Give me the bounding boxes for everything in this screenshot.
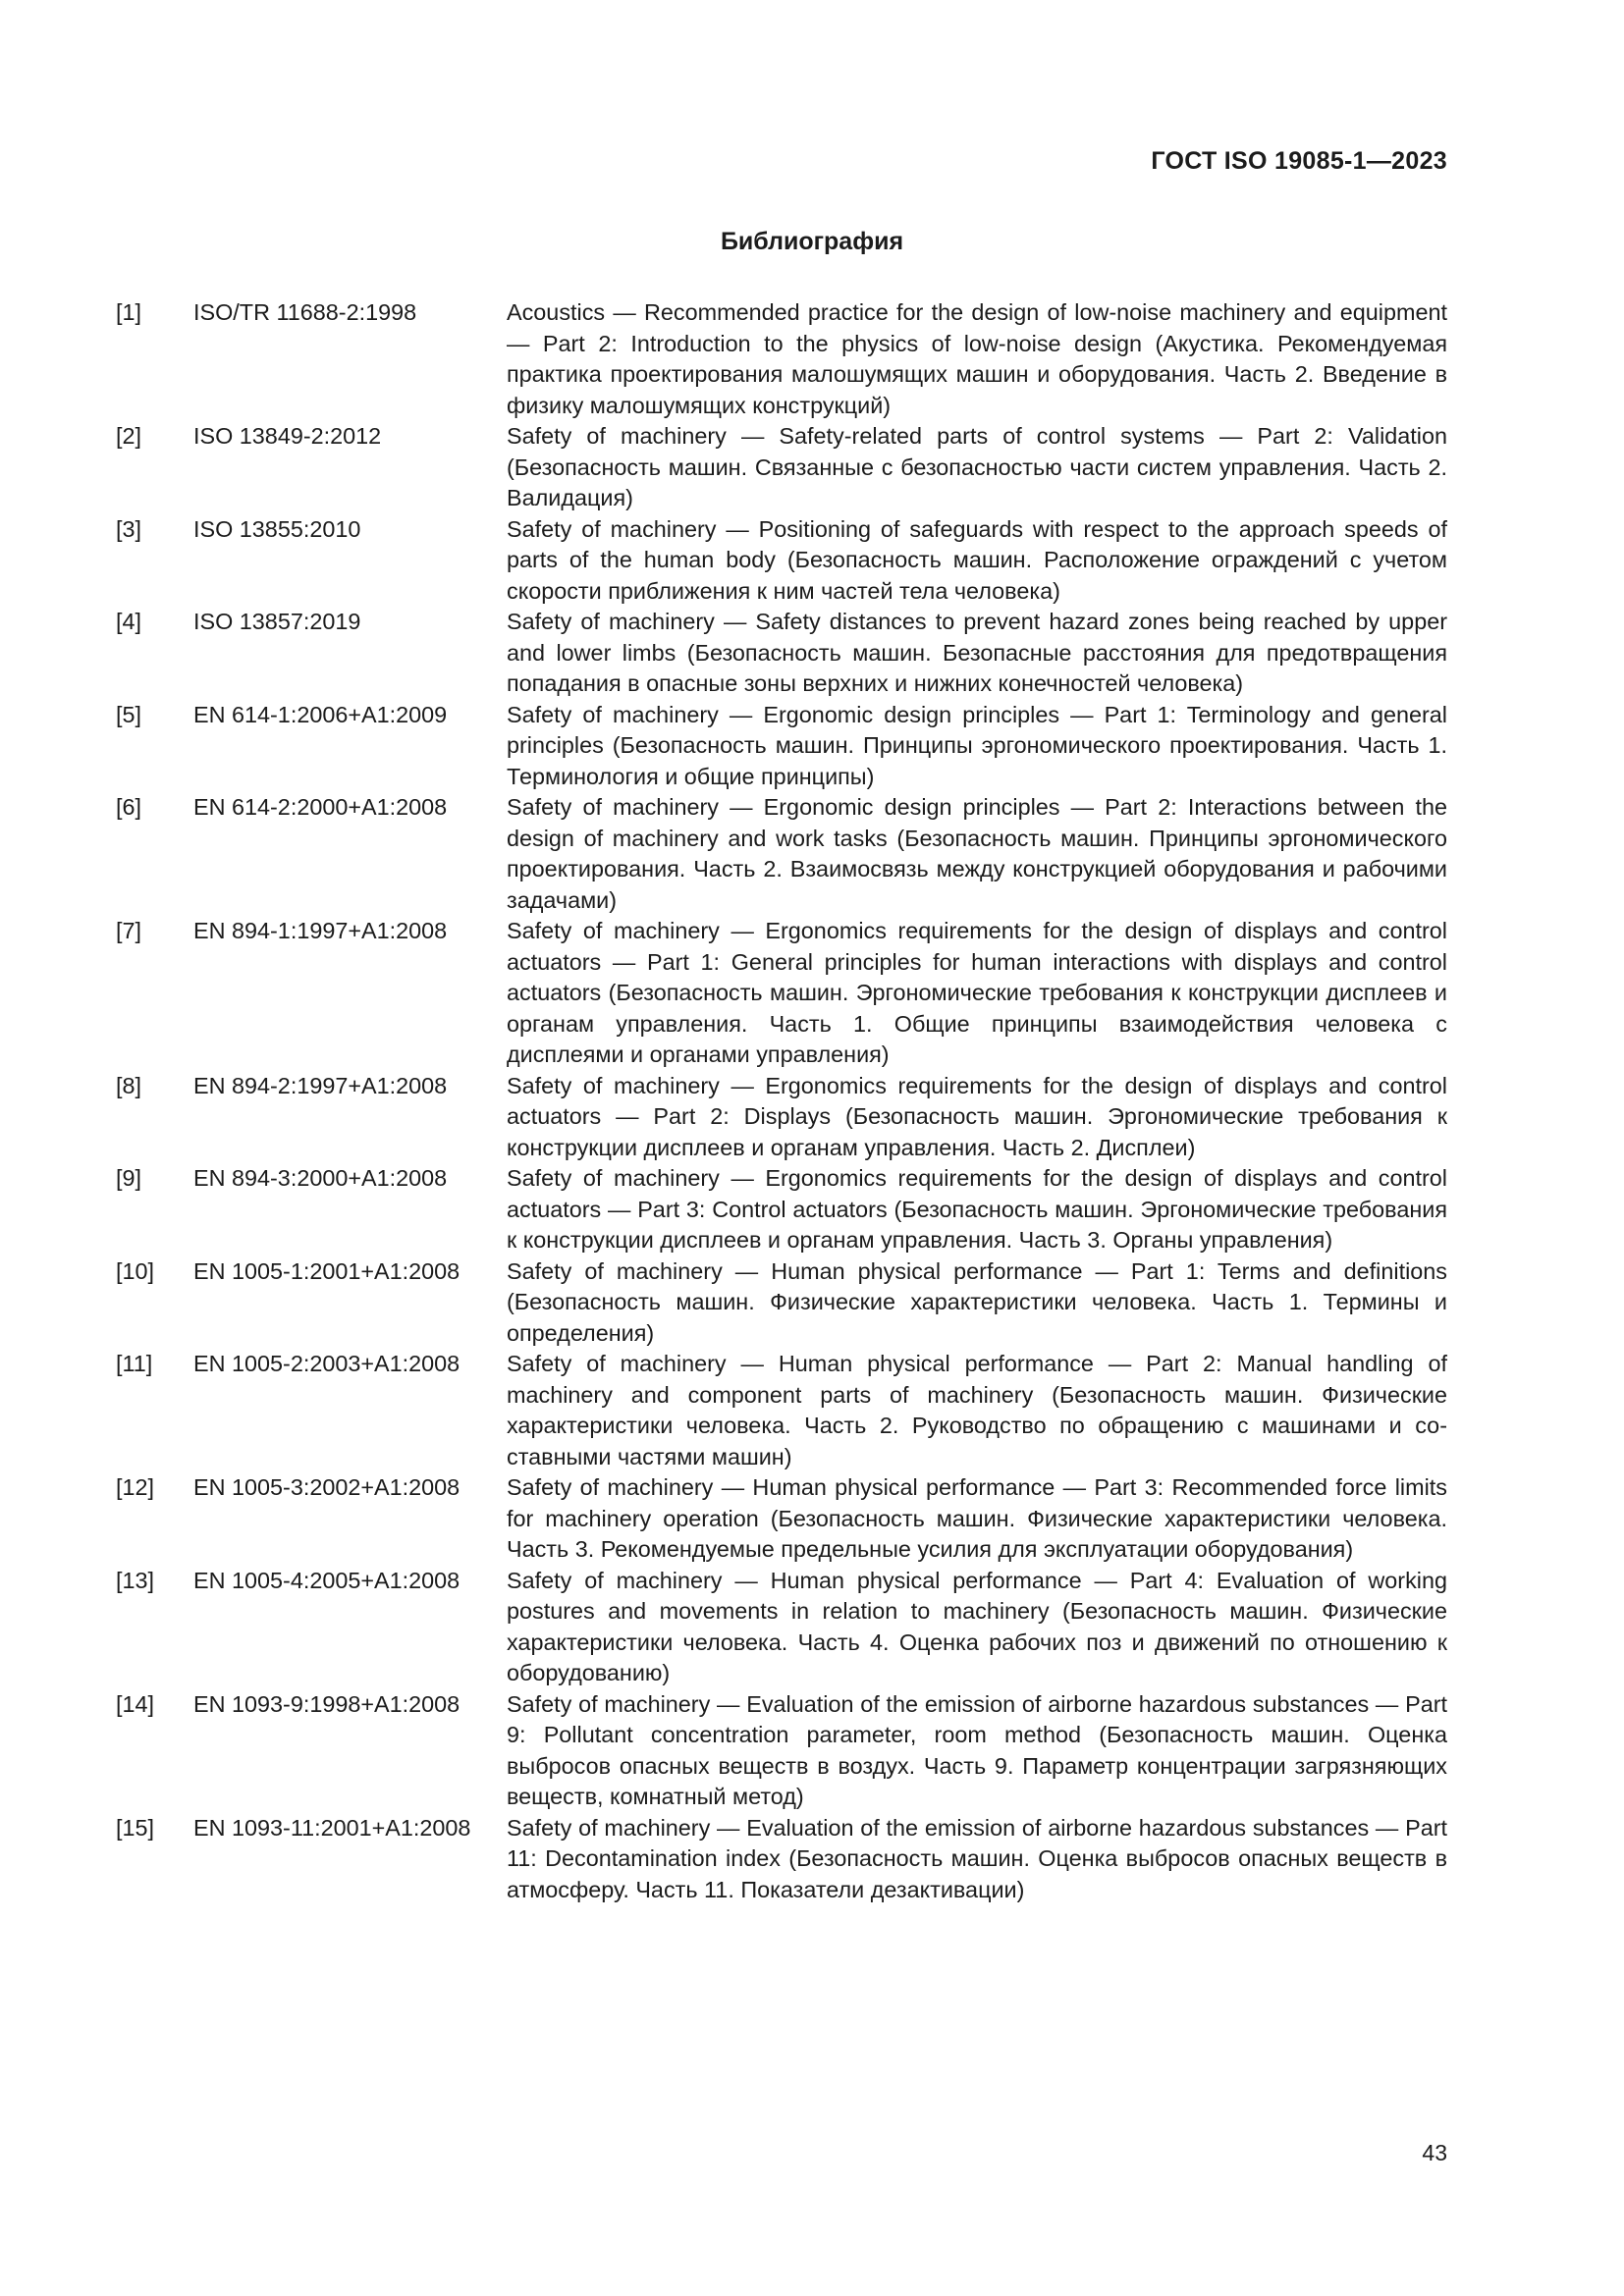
bibliography-entry (116, 1256, 1447, 1350)
entry-standard-code: ISO 13857:2019 (193, 609, 361, 634)
bibliography-entry (116, 607, 1447, 700)
entry-number: [1] (116, 299, 142, 325)
entry-number: [9] (116, 1165, 142, 1191)
bibliography-entry (116, 1163, 1447, 1256)
entry-description: Safety of machinery — Safety-related parts of control systems — Part 2: Validation (Безопасность машин. Связанные с безопасностью части систем управления. Часть 2. Валидация) (507, 423, 1447, 510)
bibliography-entry (116, 1349, 1447, 1472)
entry-standard-code: EN 894-2:1997+A1:2008 (193, 1072, 448, 1098)
bibliography-entry (116, 421, 1447, 514)
entry-number: [3] (116, 515, 142, 542)
bibliography-title: Библиография (720, 228, 904, 255)
entry-description: Safety of machinery — Safety distances to prevent hazard zones being reached by upper and lower limbs (Безопасность машин. Безопасные расстояния для предотвращения попадания в опасные зоны верхних и нижних конечностей человека) (507, 609, 1447, 696)
bibliography-entry (116, 297, 1447, 421)
entry-description: Safety of machinery — Evaluation of the emission of airborne hazardous substances — Part 9: Pollutant concentration parameter, room method (Безопасность машин. Оценка выбросов опасных веществ в воздух. Часть 9. Параметр концентрации загрязняющих веществ, комнатный метод) (507, 1690, 1447, 1809)
entry-standard-code: EN 614-1:2006+A1:2009 (193, 701, 448, 727)
entry-description: Safety of machinery — Human physical performance — Part 4: Evaluation of working postures and movements in relation to machinery (Безопасность машин. Физические характеристики человека. Часть 4. Оценка рабочих поз и движений по отношению к оборудованию) (507, 1567, 1447, 1685)
bibliography-entry (116, 1472, 1447, 1566)
entry-number: [2] (116, 423, 142, 449)
entry-number: [7] (116, 918, 142, 943)
page-number: 43 (1422, 2140, 1447, 2165)
entry-description: Safety of machinery — Evaluation of the emission of airborne hazardous substances — Part 11: Decontamination index (Безопасность машин. Оценка выбросов опасных веществ в атмосферу. Часть 11. Показатели дезактивации) (507, 1814, 1447, 1902)
entry-standard-code: EN 1005-1:2001+A1:2008 (193, 1257, 460, 1284)
entry-description: Safety of machinery — Ergonomics requirements for the design of displays and control actuators — Part 3: Control actuators (Безопасность машин. Эргономические требования к конструкции дисплеев и органам управления. Часть 3. Органы управления) (507, 1165, 1447, 1253)
entry-standard-code: EN 894-1:1997+A1:2008 (193, 918, 448, 943)
entry-standard-code: ISO/TR 11688-2:1998 (193, 299, 417, 325)
entry-standard-code: EN 1093-9:1998+A1:2008 (193, 1690, 460, 1717)
entry-number: [14] (116, 1690, 155, 1717)
bibliography-entry (116, 1566, 1447, 1689)
entry-number: [5] (116, 701, 142, 727)
bibliography-entry (116, 700, 1447, 793)
entry-description: Safety of machinery — Human physical performance — Part 1: Terms and definitions (Безопасность машин. Физические характеристики человека. Часть 1. Термины и определения) (507, 1257, 1447, 1346)
entry-description: Safety of machinery — Ergonomic design principles — Part 2: Interactions between the design of machinery and work tasks (Безопасность машин. Принципы эргономического проектирования. Часть 2. Взаимосвязь между конструкцией оборудования и рабочими задачами) (507, 794, 1447, 913)
entry-number: [15] (116, 1814, 155, 1841)
entry-number: [11] (116, 1351, 153, 1376)
entry-number: [12] (116, 1474, 155, 1500)
entry-standard-code: EN 1005-2:2003+A1:2008 (193, 1351, 460, 1376)
entry-description: Safety of machinery — Human physical performance — Part 3: Recommended force limits for machinery operation (Безопасность машин. Физические характеристики человека. Часть 3. Рекомендуемые предельные усилия для эксплуатации оборудования) (507, 1474, 1447, 1562)
entry-description: Safety of machinery — Ergonomics requirements for the design of displays and control actuators — Part 2: Displays (Безопасность машин. Эргономические требования к конструкции дисплеев и органам управления. Часть 2. Дисплеи) (507, 1072, 1447, 1160)
entry-standard-code: EN 894-3:2000+A1:2008 (193, 1165, 448, 1191)
bibliography-entry (116, 514, 1447, 608)
entry-number: [6] (116, 794, 142, 820)
entry-number: [10] (116, 1257, 155, 1284)
entry-number: [8] (116, 1072, 142, 1098)
entry-standard-code: ISO 13855:2010 (193, 515, 361, 542)
entry-description: Safety of machinery — Ergonomics requirements for the design of displays and control actuators — Part 1: General principles for human interactions with displays and control actuators (Безопасность машин. Эргономические требования к конструкции дисплеев и органам управления. Часть 1. Общие принципы взаимодействия человека с дисплеями и органами управления) (507, 918, 1447, 1067)
document-code-header: ГОСТ ISO 19085-1—2023 (1151, 147, 1447, 175)
entry-standard-code: EN 614-2:2000+A1:2008 (193, 794, 448, 820)
entry-description: Safety of machinery — Ergonomic design principles — Part 1: Terminology and general principles (Безопасность машин. Принципы эргономического проектирования. Часть 1. Терминология и общие принципы) (507, 701, 1447, 789)
entry-number: [13] (116, 1567, 155, 1593)
bibliography-entry (116, 1071, 1447, 1164)
entry-number: [4] (116, 609, 142, 634)
entry-standard-code: ISO 13849-2:2012 (193, 423, 382, 449)
entry-description: Safety of machinery — Positioning of safeguards with respect to the approach speeds of parts of the human body (Безопасность машин. Расположение ограждений с учетом скорости приближения к ним частей тела человека) (507, 515, 1447, 604)
bibliography-list (116, 297, 1447, 1905)
entry-standard-code: EN 1093-11:2001+A1:2008 (193, 1814, 471, 1841)
bibliography-entry (116, 1813, 1447, 1906)
bibliography-entry (116, 1689, 1447, 1813)
bibliography-entry (116, 792, 1447, 916)
entry-standard-code: EN 1005-3:2002+A1:2008 (193, 1474, 460, 1500)
entry-description: Safety of machinery — Human physical performance — Part 2: Manual handling of machinery and component parts of machinery (Безопасность машин. Физические характеристики человека. Часть 2. Руководство по обращению с машинами и составными частями машин) (507, 1351, 1447, 1469)
entry-description: Acoustics — Recommended practice for the design of low-noise machinery and equipment — Part 2: Introduction to the physics of low-noise design (Акустика. Рекомендуемая практика проектирования малошумящих машин и оборудования. Часть 2. Введение в физику малошумящих конструкций) (507, 299, 1447, 418)
entry-standard-code: EN 1005-4:2005+A1:2008 (193, 1567, 460, 1593)
bibliography-entry (116, 916, 1447, 1071)
